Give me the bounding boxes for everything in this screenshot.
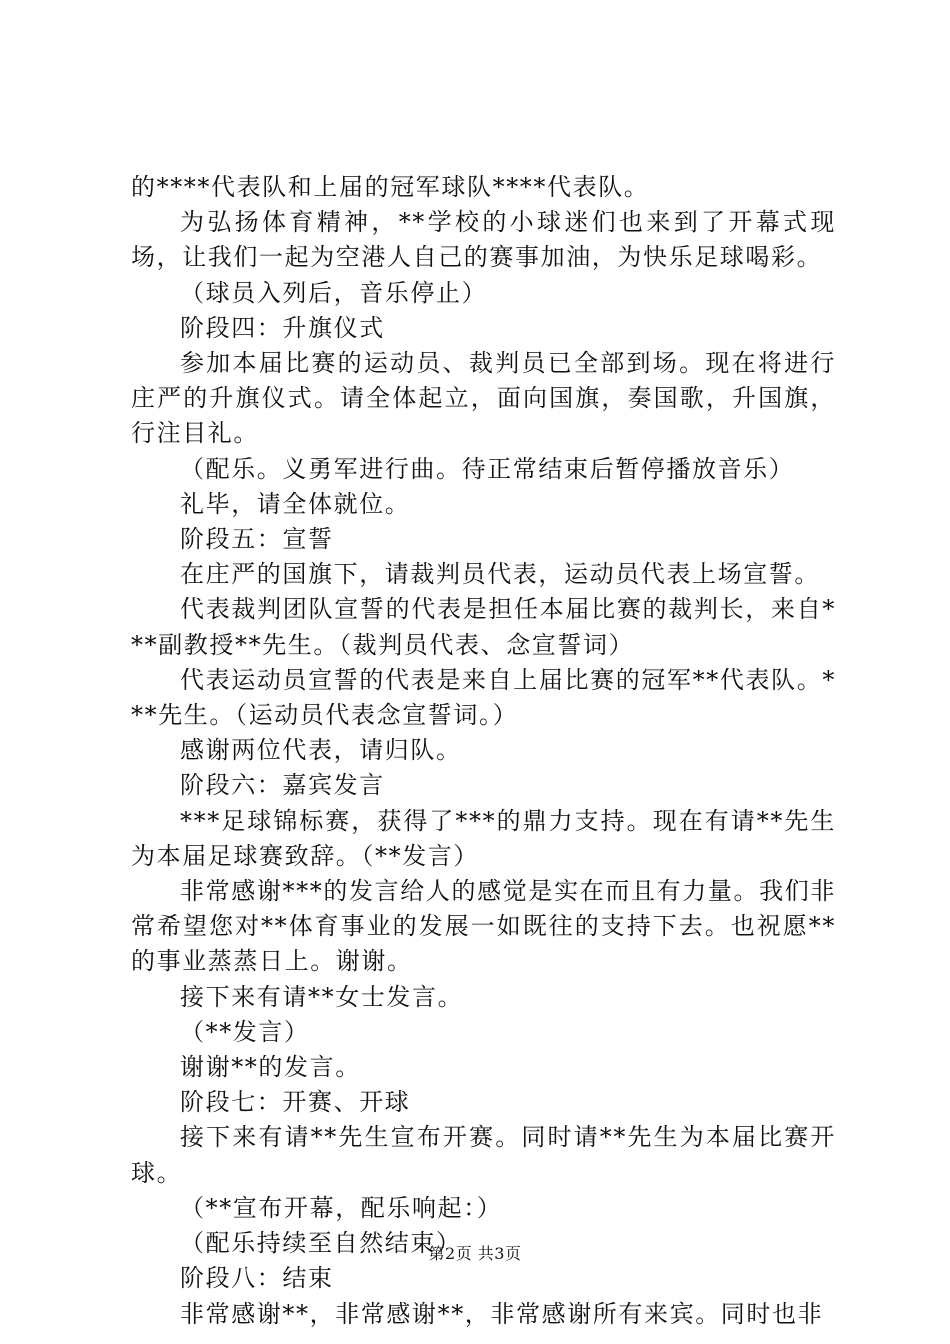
- paragraph: 为弘扬体育精神，**学校的小球迷们也来到了开幕式现场，让我们一起为空港人自己的赛事加油，为快乐足球喝彩。: [131, 208, 836, 272]
- paragraph: 感谢两位代表，请归队。: [180, 736, 462, 765]
- paragraph: 参加本届比赛的运动员、裁判员已全部到场。现在将进行庄严的升旗仪式。请全体起立，面向国旗，奏国歌，升国旗，行注目礼。: [131, 349, 836, 448]
- section-heading: 阶段六：嘉宾发言: [180, 771, 385, 800]
- paragraph: 代表运动员宣誓的代表是来自上届比赛的冠军**代表队。***先生。（运动员代表念宣誓词。）: [131, 665, 836, 730]
- section-heading: 阶段四：升旗仪式: [180, 313, 385, 342]
- paragraph: 接下来有请**先生宣布开赛。同时请**先生为本届比赛开球。: [131, 1123, 836, 1187]
- section-heading: 阶段七：开赛、开球: [180, 1088, 411, 1117]
- paragraph: （球员入列后，音乐停止）: [180, 278, 488, 307]
- section-heading: 阶段五：宣誓: [180, 525, 334, 554]
- paragraph: 非常感谢***的发言给人的感觉是实在而且有力量。我们非常希望您对**体育事业的发展一如既往的支持下去。也祝愿**的事业蒸蒸日上。谢谢。: [131, 877, 836, 976]
- paragraph: 谢谢**的发言。: [180, 1053, 361, 1082]
- paragraph: 在庄严的国旗下，请裁判员代表，运动员代表上场宣誓。: [180, 560, 820, 589]
- document-body: [131, 170, 836, 1332]
- paragraph: ***足球锦标赛，获得了***的鼎力支持。现在有请**先生为本届足球赛致辞。（**发言）: [131, 806, 836, 870]
- page-number-label: 第2页 共3页: [428, 1244, 522, 1263]
- page-footer: [0, 1242, 950, 1266]
- paragraph: 非常感谢**，非常感谢**，非常感谢所有来宾。同时也非: [180, 1299, 824, 1328]
- paragraph: 接下来有请**女士发言。: [180, 982, 464, 1011]
- paragraph: 礼毕，请全体就位。: [180, 489, 411, 518]
- section-heading: 阶段八：结束: [180, 1264, 334, 1293]
- paragraph: 代表裁判团队宣誓的代表是担任本届比赛的裁判长，来自***副教授**先生。（裁判员代表、念宣誓词）: [131, 595, 836, 659]
- paragraph: 的****代表队和上届的冠军球队****代表队。: [131, 173, 650, 201]
- paragraph: （**宣布开幕，配乐响起：）: [180, 1193, 503, 1222]
- paragraph: （配乐持续至自然结束）: [180, 1229, 462, 1258]
- paragraph: （配乐。义勇军进行曲。待正常结束后暂停播放音乐）: [180, 454, 795, 483]
- paragraph: （**发言）: [180, 1017, 310, 1046]
